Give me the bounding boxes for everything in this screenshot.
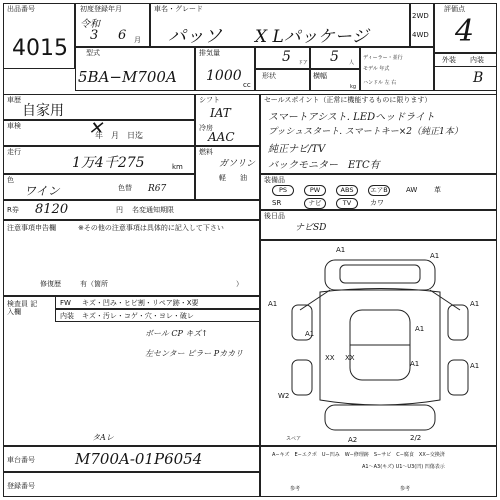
ref-1: 参考	[290, 486, 301, 492]
first-reg-label: 初度登録年月	[80, 5, 122, 13]
repair-label: 修復歴	[40, 280, 61, 288]
ac-label: 冷房	[199, 124, 213, 132]
mark-xx-2: XX	[345, 354, 355, 362]
grade: X Lパッケージ	[255, 27, 369, 47]
notice-label: 名変通知期限	[132, 206, 174, 214]
equip-abs: ABS	[336, 185, 358, 196]
post-equipment-label: 後日品	[264, 212, 285, 220]
recycle-value: 8120	[35, 202, 69, 217]
mark-a1-6: A1	[415, 325, 425, 333]
equip-kawa: カワ	[370, 199, 384, 207]
fuel-light: 軽	[219, 174, 226, 182]
car-name: パッソ	[168, 26, 222, 47]
mark-a1-8: A1	[470, 362, 480, 370]
recycle-yen: 円	[116, 206, 123, 214]
mark-2-2: 2/2	[410, 434, 422, 442]
strike-icon: ✕	[88, 118, 104, 139]
color-code: R67	[148, 184, 167, 194]
parts-label: 有（箇所	[80, 280, 108, 288]
notes-sub: ※その他の注意事項は具体的に記入して下さい	[78, 224, 224, 232]
mark-a1-7: A1	[410, 360, 420, 368]
mark-a1-2: A1	[430, 252, 440, 260]
lot-label: 出品番号	[7, 5, 35, 13]
reg-year: 3	[90, 28, 99, 43]
capacity-unit: 人	[349, 60, 355, 66]
handle-label: ハンドル 左 右	[363, 80, 397, 86]
ext-int-label: 外装	[442, 56, 456, 64]
usage-label: 車歴	[7, 96, 21, 104]
equip-leather: 革	[434, 186, 441, 194]
mark-w2: W2	[278, 392, 290, 400]
dealer-label: ディーラー・並行	[363, 55, 403, 61]
fuel-gasoline: ガソリン	[219, 159, 256, 169]
chassis-value: M700A-01P6054	[75, 450, 203, 468]
door-unit: ドア	[298, 60, 308, 66]
post-equipment-value: ナビSD	[295, 223, 327, 233]
model-label: 型式	[86, 49, 100, 57]
fw-text: キズ・凹み・ヒビ割・リペア跡・X要	[82, 299, 199, 307]
drive-2wd: 2WD	[412, 12, 429, 20]
displacement-value: 1000	[206, 68, 242, 84]
shift-label: シフト	[199, 96, 220, 104]
color-code-label: 色替	[118, 184, 132, 192]
color-label: 色	[7, 176, 14, 184]
fuel-oil: 油	[240, 174, 247, 182]
equip-airbag: エアB	[368, 185, 390, 196]
mark-a1-4: A1	[470, 300, 480, 308]
mark-spare: スペア	[286, 436, 302, 442]
inspector-note-2: 左センター ピラー Pカカリ	[145, 349, 244, 358]
selling-point-2: プッシュスタート. スマートキー×2（純正1本）	[268, 127, 463, 137]
score-label: 評価点	[444, 5, 465, 13]
lot-number: 4015	[12, 36, 68, 61]
shift-value: IAT	[210, 106, 231, 120]
month-unit: 月	[134, 36, 141, 44]
selling-points-label: セールスポイント（正常に機能するものに限ります）	[264, 96, 432, 104]
ac-value: AAC	[208, 130, 235, 144]
equip-ps: PS	[272, 185, 294, 196]
car-diagram	[280, 250, 480, 440]
inspector-note-3: タAレ	[92, 433, 114, 442]
inspector-note-1: ボール CP キズ↑	[145, 329, 208, 338]
inspector-label: 検査員 記入欄	[7, 300, 38, 316]
mileage-label: 走行	[7, 148, 21, 156]
interior-grade: B	[473, 70, 484, 86]
usage-value: 自家用	[22, 103, 64, 119]
interior-row-text: キズ・汚レ・コゲ・穴・ヨレ・破レ	[82, 312, 194, 320]
equip-tv: TV	[336, 198, 358, 209]
inspection-label: 車検	[7, 122, 21, 130]
displacement-label: 排気量	[199, 49, 220, 57]
fw-label: FW	[60, 299, 71, 307]
era: 令和	[80, 19, 100, 30]
capacity-value: 5	[330, 49, 339, 65]
equip-pw: PW	[304, 185, 326, 196]
paren-close: ）	[236, 280, 243, 288]
selling-point-4: バックモニター ETC有	[268, 160, 380, 171]
mark-a2: A2	[348, 436, 358, 444]
drive-4wd: 4WD	[412, 31, 429, 39]
mileage-value: 1万4千275	[72, 155, 145, 171]
cc-unit: cc	[243, 81, 251, 89]
doors-value: 5	[282, 49, 291, 65]
color-value: ワイン	[24, 184, 60, 198]
kg-unit: kg	[350, 84, 357, 90]
reg-box	[3, 472, 260, 497]
interior-row-label: 内装	[60, 312, 74, 320]
interior-label: 内装	[470, 56, 484, 64]
model-year-label: モデル 年式	[363, 66, 390, 72]
reg-label: 登録番号	[7, 482, 35, 490]
km-unit: km	[172, 163, 183, 171]
grade-ref: A1〜A3(キズ) U1〜U3(凹) 凹傷表示	[362, 464, 445, 470]
equip-navi: ナビ	[304, 198, 326, 209]
notes-label: 注意事項申告欄	[7, 224, 56, 232]
drive-box	[410, 3, 434, 47]
mark-xx-1: XX	[325, 354, 335, 362]
mark-a1-3: A1	[268, 300, 278, 308]
reg-month: 6	[118, 28, 127, 43]
car-grade-label: 車名・グレード	[154, 5, 203, 13]
mark-a1-1: A1	[336, 246, 346, 254]
selling-point-1: スマートアシスト. LEDヘッドライト	[268, 112, 435, 123]
equip-aw: AW	[406, 186, 418, 194]
model-value: 5BA−M700A	[78, 68, 177, 86]
score-value: 4	[455, 14, 475, 49]
width-label: 横幅	[313, 72, 327, 80]
chassis-label: 車台番号	[7, 456, 35, 464]
shape-label: 形状	[262, 72, 276, 80]
mark-a1-5: A1	[305, 330, 315, 338]
selling-point-3: 純正ナビ/TV	[268, 144, 326, 155]
ref-2: 参考	[400, 486, 411, 492]
fuel-label: 燃料	[199, 148, 213, 156]
equip-sr: SR	[272, 199, 282, 207]
recycle-label: R券	[7, 206, 19, 214]
legend-text: A−キズ E−エクボ U−凹み W−修理跡 S−サビ C−腐食 XX−交換済	[272, 452, 445, 458]
inspection-value: 年 月 日迄	[95, 131, 143, 140]
equipment-label: 装備品	[264, 176, 285, 184]
